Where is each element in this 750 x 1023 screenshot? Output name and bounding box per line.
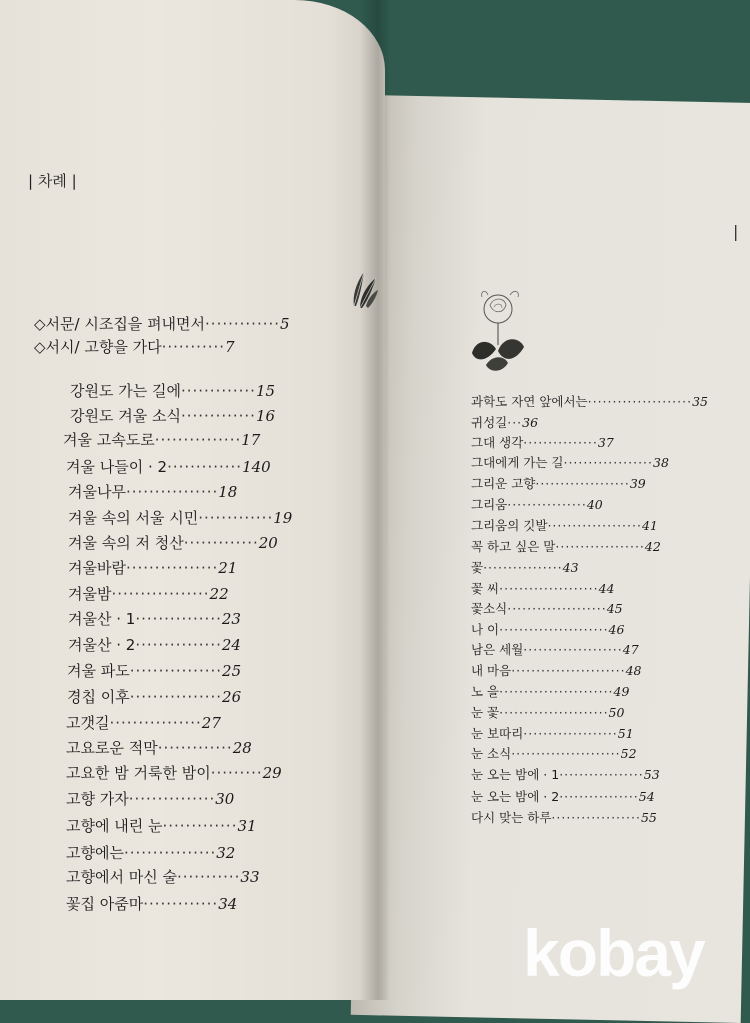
toc-entry-page: 53 — [643, 767, 660, 782]
toc-entry-title: 겨울바람 — [68, 559, 126, 577]
toc-entry-title: 그리움의 깃발 — [471, 518, 548, 533]
toc-entry-title: 그리움 — [471, 497, 508, 512]
toc-entry-page: 44 — [598, 581, 615, 596]
toc-entry-title: 꼭 하고 싶은 말 — [471, 539, 556, 554]
toc-entry — [471, 724, 634, 742]
toc-entry-page: 15 — [255, 382, 276, 400]
toc-entry-page: 26 — [222, 688, 242, 706]
toc-entry-title: 겨울 속의 저 청산 — [68, 534, 184, 552]
toc-entry — [34, 313, 290, 334]
toc-entry-page: 43 — [562, 560, 579, 575]
toc-entry-page: 41 — [641, 518, 658, 533]
toc-entry-page: 36 — [522, 415, 539, 430]
toc-entry-title: 남은 세월 — [471, 642, 524, 657]
toc-entry-leader: ················ — [483, 560, 563, 575]
toc-entry — [70, 380, 275, 401]
watermark-logo: kobay — [523, 916, 704, 990]
toc-entry-leader: ····················· — [587, 394, 693, 409]
toc-entry-page: 39 — [629, 476, 646, 491]
toc-entry — [471, 787, 655, 805]
leaf-illustration-icon — [348, 266, 380, 310]
toc-entry-leader: ··· — [507, 415, 523, 430]
toc-entry-page: 54 — [638, 789, 655, 804]
toc-entry-leader: ················· — [559, 767, 644, 782]
toc-entry-title: 강원도 가는 길에 — [70, 382, 181, 400]
toc-entry — [68, 634, 241, 655]
toc-entry-page: 49 — [613, 684, 630, 699]
toc-entry-leader: ············· — [183, 534, 259, 552]
toc-entry-page: 27 — [201, 714, 221, 732]
toc-entry — [70, 405, 275, 426]
toc-entry-leader: ·················· — [563, 455, 654, 470]
toc-entry-title: 고갯길 — [66, 714, 110, 732]
toc-entry-title: 강원도 겨울 소식 — [70, 407, 181, 425]
toc-entry-leader: ···················· — [507, 601, 607, 616]
toc-entry — [66, 866, 260, 887]
toc-entry-page: 35 — [692, 394, 708, 409]
toc-entry-leader: ······················ — [511, 746, 621, 761]
toc-entry-title: 고향에는 — [66, 844, 124, 862]
toc-entry-leader: ······················ — [499, 705, 609, 720]
toc-entry — [471, 537, 661, 555]
toc-entry-page: 23 — [221, 610, 241, 628]
toc-entry — [67, 660, 241, 681]
toc-entry — [66, 815, 257, 836]
toc-entry-leader: ················ — [129, 688, 223, 706]
toc-entry — [66, 712, 221, 733]
toc-entry-page: 37 — [597, 435, 614, 450]
toc-entry — [66, 788, 234, 809]
toc-entry — [68, 507, 292, 528]
toc-entry-page: 48 — [625, 663, 642, 678]
toc-entry-title: 고요로운 적막 — [66, 739, 158, 757]
toc-entry-title: ◇서시/ 고향을 가다 — [34, 338, 162, 356]
toc-entry — [67, 686, 241, 707]
toc-entry-leader: ··········· — [176, 868, 241, 886]
toc-entry-leader: ················ — [129, 662, 223, 680]
toc-entry-leader: ············· — [162, 817, 238, 835]
toc-entry-title: 눈 꽃 — [471, 705, 500, 720]
toc-entry-title: 경칩 이후 — [67, 688, 130, 706]
toc-entry — [471, 495, 603, 513]
toc-entry-leader: ········· — [210, 764, 263, 782]
toc-entry-page: 50 — [608, 705, 625, 720]
toc-entry-title: 꽃 — [471, 560, 484, 575]
flower-illustration-icon — [462, 283, 532, 375]
toc-entry-page: 42 — [644, 539, 661, 554]
toc-entry-title: 고향에서 마신 술 — [66, 868, 177, 886]
toc-entry-leader: ··············· — [128, 790, 216, 808]
toc-entry-page: 31 — [237, 817, 257, 835]
toc-entry-page: 33 — [240, 868, 260, 886]
toc-entry — [471, 599, 623, 617]
toc-entry-leader: ············· — [205, 315, 281, 333]
toc-entry-leader: ···················· — [499, 581, 599, 596]
toc-entry-title: 눈 소식 — [471, 746, 512, 761]
toc-entry — [471, 433, 614, 451]
toc-entry-title: 과학도 자연 앞에서는 — [471, 394, 588, 409]
toc-entry-title: 고향에 내린 눈 — [66, 817, 163, 835]
toc-entry-title: 겨울산 · 2 — [68, 636, 136, 654]
toc-entry — [471, 579, 615, 597]
toc-entry-title: 꽃소식 — [471, 601, 508, 616]
toc-entry-page: 34 — [218, 895, 238, 913]
toc-entry-leader: ················ — [507, 497, 587, 512]
toc-entry-title: 겨울 나들이 · 2 — [66, 458, 168, 476]
toc-entry-leader: ··············· — [154, 431, 242, 449]
toc-entry-leader: ············· — [143, 895, 219, 913]
toc-entry — [471, 413, 538, 431]
toc-entry-leader: ············· — [157, 739, 233, 757]
toc-entry-page: 24 — [221, 636, 241, 654]
toc-entry — [471, 744, 637, 762]
toc-entry-leader: ················ — [559, 789, 639, 804]
toc-entry-title: 귀성길 — [471, 415, 508, 430]
toc-entry-leader: ·················· — [551, 810, 641, 825]
toc-entry-title: 그대에게 가는 길 — [471, 455, 564, 470]
toc-entry-leader: ············· — [167, 458, 243, 476]
toc-entry — [68, 608, 241, 629]
toc-entry-leader: ················ — [125, 483, 219, 501]
toc-entry-page: 16 — [255, 407, 276, 425]
toc-entry — [471, 558, 579, 576]
toc-entry-page: 38 — [653, 455, 669, 470]
toc-entry-leader: ··················· — [523, 726, 618, 741]
toc-entry-page: 18 — [218, 483, 238, 501]
toc-entry-leader: ············· — [180, 407, 256, 425]
toc-entry-title: 내 마음 — [471, 663, 512, 678]
toc-header: | 차례 | — [28, 172, 77, 190]
toc-entry — [66, 893, 237, 914]
toc-entry-title: 고향 가자 — [66, 790, 129, 808]
toc-entry-leader: ·················· — [555, 539, 645, 554]
toc-entry-leader: ··········· — [161, 338, 226, 356]
toc-entry-page: 7 — [225, 338, 235, 356]
toc-entry-leader: ············· — [180, 382, 256, 400]
toc-entry-leader: ··················· — [535, 476, 630, 491]
toc-entry-page: 47 — [622, 642, 639, 657]
toc-entry — [68, 557, 237, 578]
toc-entry — [471, 474, 646, 492]
toc-entry-leader: ··············· — [523, 435, 598, 450]
toc-entry-title: 겨울 고속도로 — [63, 431, 155, 449]
toc-entry-page: 29 — [262, 764, 282, 782]
toc-entry-page: 17 — [241, 431, 261, 449]
toc-entry-leader: ··············· — [135, 636, 222, 654]
toc-entry-page: 21 — [218, 559, 238, 577]
toc-entry-page: 20 — [258, 534, 278, 552]
toc-entry-leader: ··············· — [135, 610, 222, 628]
toc-entry-title: 겨울산 · 1 — [68, 610, 136, 628]
toc-entry — [471, 765, 660, 783]
toc-entry-page: 140 — [242, 458, 271, 476]
toc-entry-leader: ················ — [123, 844, 217, 862]
toc-entry-title: 겨울 속의 서울 시민 — [68, 509, 199, 527]
toc-entry-page: 5 — [280, 315, 290, 333]
toc-entry-title: 노 을 — [471, 684, 500, 699]
toc-entry — [66, 456, 271, 477]
toc-entry-title: 눈 보따리 — [471, 726, 524, 741]
toc-entry — [66, 762, 282, 783]
toc-entry — [471, 703, 624, 721]
toc-entry-title: 꽃 씨 — [471, 581, 500, 596]
right-page-header: | — [733, 222, 739, 241]
toc-entry-page: 45 — [606, 601, 623, 616]
toc-entry — [68, 481, 237, 502]
toc-entry — [66, 842, 235, 863]
toc-entry — [63, 429, 260, 450]
toc-entry-leader: ······················· — [511, 663, 626, 678]
toc-entry-leader: ···················· — [523, 642, 623, 657]
toc-entry — [34, 336, 235, 357]
toc-entry-page: 28 — [232, 739, 252, 757]
toc-entry-leader: ······················ — [499, 622, 609, 637]
toc-entry-page: 40 — [586, 497, 603, 512]
toc-entry — [471, 682, 629, 700]
toc-entry-page: 30 — [215, 790, 235, 808]
toc-entry — [471, 392, 708, 410]
toc-entry-leader: ················· — [111, 585, 210, 603]
toc-entry-title: 겨울밤 — [68, 585, 112, 603]
toc-entry — [471, 640, 639, 658]
toc-entry-title: 겨울나무 — [68, 483, 126, 501]
toc-entry-title: 꽃집 아줌마 — [66, 895, 144, 913]
toc-entry-page: 55 — [640, 810, 657, 825]
toc-entry-page: 25 — [222, 662, 242, 680]
toc-entry — [471, 620, 624, 638]
toc-entry — [68, 532, 278, 553]
toc-entry — [471, 661, 642, 679]
toc-entry-leader: ················ — [109, 714, 202, 732]
toc-entry — [471, 453, 669, 471]
toc-entry-leader: ······················· — [499, 684, 614, 699]
toc-entry-title: 고요한 밤 거룩한 밤이 — [66, 764, 211, 782]
toc-entry-page: 32 — [216, 844, 236, 862]
toc-entry-page: 52 — [620, 746, 637, 761]
toc-entry-title: ◇서문/ 시조집을 펴내면서 — [34, 315, 206, 333]
toc-entry-page: 51 — [617, 726, 634, 741]
toc-entry-page: 19 — [273, 509, 293, 527]
toc-entry-leader: ··················· — [547, 518, 642, 533]
toc-entry — [68, 583, 229, 604]
toc-entry — [471, 808, 657, 826]
toc-entry-title: 눈 오는 밤에 · 1 — [471, 767, 560, 782]
toc-entry — [66, 737, 252, 758]
toc-entry-leader: ············· — [198, 509, 274, 527]
toc-entry-page: 46 — [608, 622, 625, 637]
toc-entry — [471, 516, 658, 534]
toc-entry-title: 그리운 고향 — [471, 476, 536, 491]
toc-entry-leader: ················ — [125, 559, 219, 577]
book-gutter — [360, 0, 390, 1000]
toc-entry-title: 다시 맞는 하루 — [471, 810, 552, 825]
toc-entry-page: 22 — [209, 585, 229, 603]
toc-entry-title: 눈 오는 밤에 · 2 — [471, 789, 560, 804]
toc-entry-title: 겨울 파도 — [67, 662, 130, 680]
toc-entry-title: 나 이 — [471, 622, 500, 637]
toc-entry-title: 그대 생각 — [471, 435, 524, 450]
